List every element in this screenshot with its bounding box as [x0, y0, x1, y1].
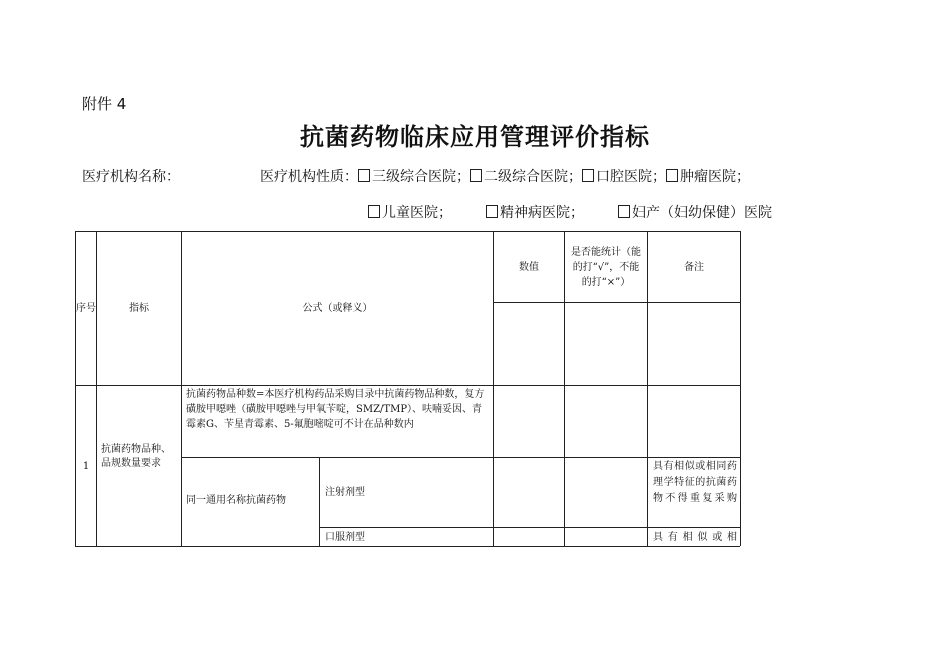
institution-type-label: 医疗机构性质：	[260, 169, 358, 185]
option-maternal-child[interactable]: 妇产（妇幼保健）医院	[618, 205, 772, 221]
option-children[interactable]: 儿童医院；	[368, 205, 452, 221]
option-psychiatric[interactable]: 精神病医院；	[486, 205, 584, 221]
table-border-bottom	[75, 546, 740, 547]
row1-remark-injection: 具有相似或相同药理学特征的抗菌药物不得重复采购	[653, 461, 737, 504]
header-value: 数值	[519, 261, 539, 273]
table-divider	[493, 302, 740, 303]
option-oncology[interactable]: 肿瘤医院；	[666, 169, 750, 185]
table-divider	[181, 457, 740, 458]
option-secondary-general[interactable]: 二级综合医院；	[470, 169, 582, 185]
row1-oral: 口服剂型	[325, 532, 365, 543]
row1-injection: 注射剂型	[325, 487, 365, 498]
table-divider	[564, 231, 565, 546]
header-indicator: 指标	[129, 303, 149, 314]
row1-remark-oral: 具有相似或相	[653, 532, 737, 543]
row1-indicator: 抗菌药物品种、品规数量要求	[101, 444, 171, 469]
table-divider	[319, 457, 320, 546]
table-divider	[647, 527, 740, 528]
document-title: 抗菌药物临床应用管理评价指标	[300, 123, 650, 151]
row1-seq: 1	[82, 460, 90, 472]
institution-name-label: 医疗机构名称：	[82, 169, 180, 185]
table-border-right	[740, 231, 741, 546]
header-formula: 公式（或释义）	[302, 303, 373, 314]
table-divider	[75, 385, 740, 386]
attachment-label: 附件 4	[82, 95, 127, 113]
header-seq: 序号	[76, 303, 96, 314]
option-tertiary-general[interactable]: 三级综合医院；	[358, 169, 470, 185]
row1-same-name-label: 同一通用名称抗菌药物	[186, 495, 286, 506]
row1-formula: 抗菌药物品种数=本医疗机构药品采购目录中抗菌药物品种数，复方磺胺甲噁唑（磺胺甲噁唑与甲氧苄啶，SMZ/TMP）、呋喃妥因、青霉素G、苄星青霉素、5-氟胞嘧啶可不计在品种数内	[186, 389, 485, 430]
header-remark: 备注	[684, 261, 704, 273]
option-stomatology[interactable]: 口腔医院；	[582, 169, 666, 185]
header-can-count: 是否能统计（能的打“√”，不能的打“×”）	[571, 246, 641, 288]
